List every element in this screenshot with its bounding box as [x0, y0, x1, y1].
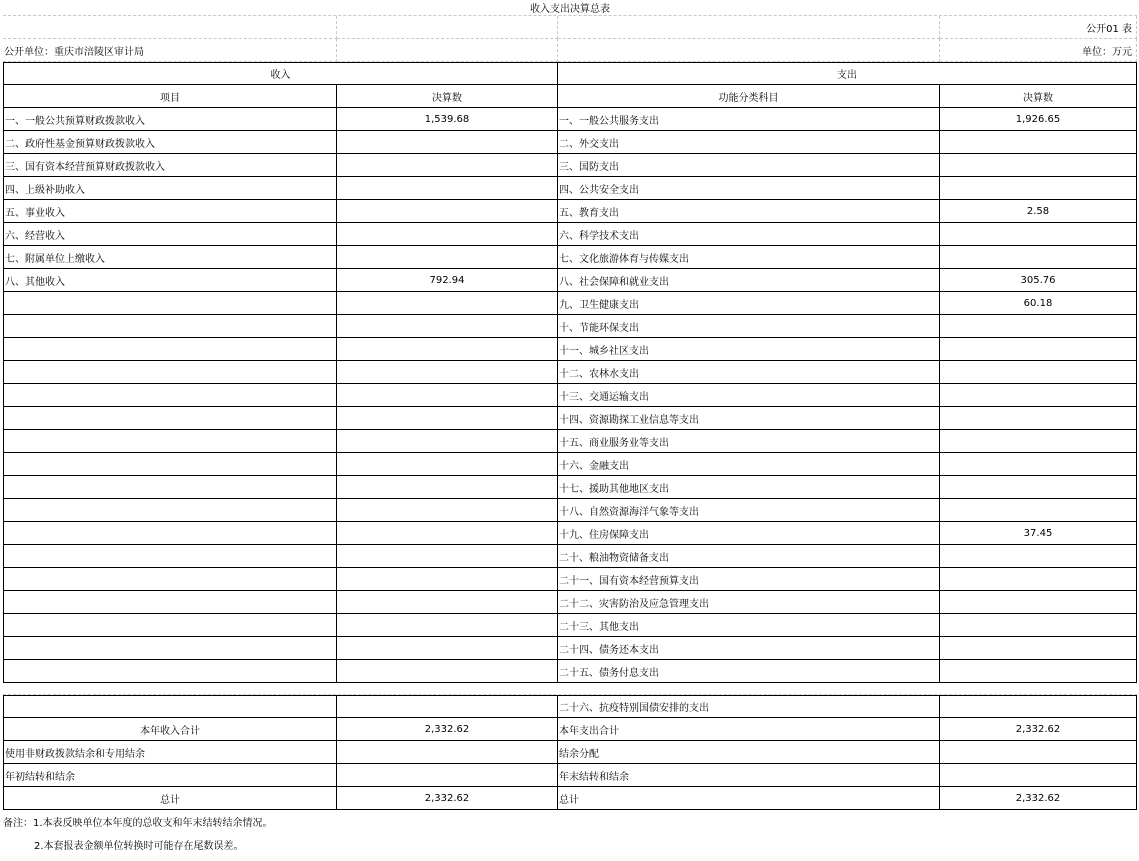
table-row [3, 787, 1137, 810]
table-row [3, 660, 1137, 683]
table-row [3, 292, 1137, 315]
header-function-category: 功能分类科目 [558, 85, 940, 108]
header-item: 项目 [3, 85, 337, 108]
income-amount [337, 246, 558, 269]
income-item [3, 591, 337, 614]
expense-amount [940, 361, 1137, 384]
income-item: 三、国有资本经营预算财政拨款收入 [3, 154, 337, 177]
income-amount: 2,332.62 [337, 718, 558, 741]
expense-amount: 305.76 [940, 269, 1137, 292]
income-item: 年初结转和结余 [3, 764, 337, 787]
expense-amount [940, 177, 1137, 200]
income-amount: 792.94 [337, 269, 558, 292]
income-amount [337, 522, 558, 545]
table-row [3, 718, 1137, 741]
unit-row [3, 39, 1137, 62]
income-amount [337, 200, 558, 223]
expense-item: 十、节能环保支出 [558, 315, 940, 338]
income-amount [337, 223, 558, 246]
income-amount [337, 292, 558, 315]
income-item: 总计 [3, 787, 337, 810]
income-item: 五、事业收入 [3, 200, 337, 223]
income-amount [337, 660, 558, 683]
table-row [3, 568, 1137, 591]
income-amount [337, 154, 558, 177]
expense-amount [940, 246, 1137, 269]
table-row [3, 108, 1137, 131]
income-amount [337, 741, 558, 764]
income-amount [337, 568, 558, 591]
income-item [3, 315, 337, 338]
table-row [3, 695, 1137, 718]
header-amount-expense: 决算数 [940, 85, 1137, 108]
income-item: 六、经营收入 [3, 223, 337, 246]
expense-item: 总计 [558, 787, 940, 810]
section-header-row [3, 62, 1137, 85]
expense-amount [940, 131, 1137, 154]
expense-item: 十二、农林水支出 [558, 361, 940, 384]
expense-amount [940, 384, 1137, 407]
income-item [3, 453, 337, 476]
income-amount [337, 637, 558, 660]
table-row [3, 223, 1137, 246]
income-amount: 1,539.68 [337, 108, 558, 131]
income-item [3, 292, 337, 315]
income-item: 八、其他收入 [3, 269, 337, 292]
expense-item: 八、社会保障和就业支出 [558, 269, 940, 292]
expense-item: 六、科学技术支出 [558, 223, 940, 246]
table-body [3, 108, 1137, 683]
expense-amount [940, 637, 1137, 660]
report-title: 收入支出决算总表 [3, 0, 1137, 16]
table-row [3, 407, 1137, 430]
expense-amount [940, 764, 1137, 787]
income-item [3, 430, 337, 453]
income-item [3, 568, 337, 591]
table-row [3, 637, 1137, 660]
income-item [3, 637, 337, 660]
expense-item: 二十、粮油物资储备支出 [558, 545, 940, 568]
expense-amount: 2,332.62 [940, 787, 1137, 810]
income-item [3, 476, 337, 499]
income-item: 本年收入合计 [3, 718, 337, 741]
expense-amount: 2.58 [940, 200, 1137, 223]
expense-amount [940, 591, 1137, 614]
income-item [3, 407, 337, 430]
table-row [3, 315, 1137, 338]
expense-item: 二十三、其他支出 [558, 614, 940, 637]
totals-section [3, 718, 1137, 810]
income-item [3, 384, 337, 407]
unit-organization: 公开单位：重庆市涪陵区审计局 [3, 39, 337, 62]
income-item [3, 545, 337, 568]
income-amount [337, 384, 558, 407]
expense-item: 十六、金融支出 [558, 453, 940, 476]
expense-item: 十九、住房保障支出 [558, 522, 940, 545]
expense-amount: 2,332.62 [940, 718, 1137, 741]
income-item [3, 338, 337, 361]
table-body-continued [3, 695, 1137, 718]
column-header-row [3, 85, 1137, 108]
expense-item: 二十五、债务付息支出 [558, 660, 940, 683]
income-item [3, 522, 337, 545]
income-item [3, 695, 337, 718]
table-row [3, 384, 1137, 407]
income-item: 一、一般公共预算财政拨款收入 [3, 108, 337, 131]
expense-amount [940, 660, 1137, 683]
expense-amount [940, 695, 1137, 718]
income-amount [337, 764, 558, 787]
table-row [3, 741, 1137, 764]
table-row [3, 430, 1137, 453]
expense-item: 十五、商业服务业等支出 [558, 430, 940, 453]
expense-amount [940, 338, 1137, 361]
table-row [3, 338, 1137, 361]
table-row [3, 545, 1137, 568]
income-item: 四、上级补助收入 [3, 177, 337, 200]
expense-amount [940, 499, 1137, 522]
table-row [3, 476, 1137, 499]
header-amount: 决算数 [337, 85, 558, 108]
expense-amount: 60.18 [940, 292, 1137, 315]
expense-amount [940, 223, 1137, 246]
table-row [3, 177, 1137, 200]
income-amount [337, 315, 558, 338]
note-1: 备注：1.本表反映单位本年度的总收支和年末结转结余情况。 [3, 818, 273, 829]
table-row [3, 764, 1137, 787]
expense-item: 二十一、国有资本经营预算支出 [558, 568, 940, 591]
table-row [3, 200, 1137, 223]
table-row [3, 499, 1137, 522]
income-item: 七、附属单位上缴收入 [3, 246, 337, 269]
expense-item: 本年支出合计 [558, 718, 940, 741]
expense-amount [940, 741, 1137, 764]
income-amount [337, 614, 558, 637]
expense-item: 二十二、灾害防治及应急管理支出 [558, 591, 940, 614]
expense-amount [940, 430, 1137, 453]
expense-item: 年末结转和结余 [558, 764, 940, 787]
expense-item: 十四、资源勘探工业信息等支出 [558, 407, 940, 430]
expense-amount: 1,926.65 [940, 108, 1137, 131]
expense-amount [940, 315, 1137, 338]
income-amount [337, 591, 558, 614]
table-row [3, 591, 1137, 614]
income-amount: 2,332.62 [337, 787, 558, 810]
expense-amount [940, 154, 1137, 177]
income-section-header: 收入 [3, 62, 558, 85]
income-item: 使用非财政拨款结余和专用结余 [3, 741, 337, 764]
expense-item: 二、外交支出 [558, 131, 940, 154]
expense-amount [940, 476, 1137, 499]
expense-amount [940, 545, 1137, 568]
income-item: 二、政府性基金预算财政拨款收入 [3, 131, 337, 154]
income-item [3, 614, 337, 637]
income-amount [337, 407, 558, 430]
expense-item: 四、公共安全支出 [558, 177, 940, 200]
income-amount [337, 430, 558, 453]
expense-item: 九、卫生健康支出 [558, 292, 940, 315]
table-row [3, 361, 1137, 384]
expense-item: 十三、交通运输支出 [558, 384, 940, 407]
expense-item: 三、国防支出 [558, 154, 940, 177]
expense-item: 一、一般公共服务支出 [558, 108, 940, 131]
expense-item: 七、文化旅游体育与传媒支出 [558, 246, 940, 269]
expense-item: 五、教育支出 [558, 200, 940, 223]
expense-amount [940, 568, 1137, 591]
income-amount [337, 177, 558, 200]
table-row [3, 269, 1137, 292]
page-break-gap [3, 683, 1137, 695]
expense-amount [940, 614, 1137, 637]
expense-item: 二十六、抗疫特别国债安排的支出 [558, 695, 940, 718]
expense-item: 二十四、债务还本支出 [558, 637, 940, 660]
income-amount [337, 695, 558, 718]
income-item [3, 361, 337, 384]
table-no-row [3, 16, 1137, 39]
table-number: 公开01 表 [940, 16, 1137, 39]
expense-section-header: 支出 [558, 62, 1137, 85]
expense-item: 十七、援助其他地区支出 [558, 476, 940, 499]
note-2: 2.本套报表金额单位转换时可能存在尾数误差。 [34, 841, 244, 852]
income-amount [337, 476, 558, 499]
income-item [3, 499, 337, 522]
income-amount [337, 545, 558, 568]
expense-amount: 37.45 [940, 522, 1137, 545]
income-amount [337, 338, 558, 361]
table-row [3, 522, 1137, 545]
income-amount [337, 499, 558, 522]
unit-label: 单位：万元 [940, 39, 1137, 62]
table-row [3, 614, 1137, 637]
table-row [3, 246, 1137, 269]
report-sheet [3, 0, 1137, 856]
income-amount [337, 453, 558, 476]
expense-amount [940, 453, 1137, 476]
table-row [3, 453, 1137, 476]
expense-item: 结余分配 [558, 741, 940, 764]
income-amount [337, 361, 558, 384]
table-row [3, 131, 1137, 154]
expense-amount [940, 407, 1137, 430]
expense-item: 十一、城乡社区支出 [558, 338, 940, 361]
expense-item: 十八、自然资源海洋气象等支出 [558, 499, 940, 522]
income-amount [337, 131, 558, 154]
table-row [3, 154, 1137, 177]
income-item [3, 660, 337, 683]
